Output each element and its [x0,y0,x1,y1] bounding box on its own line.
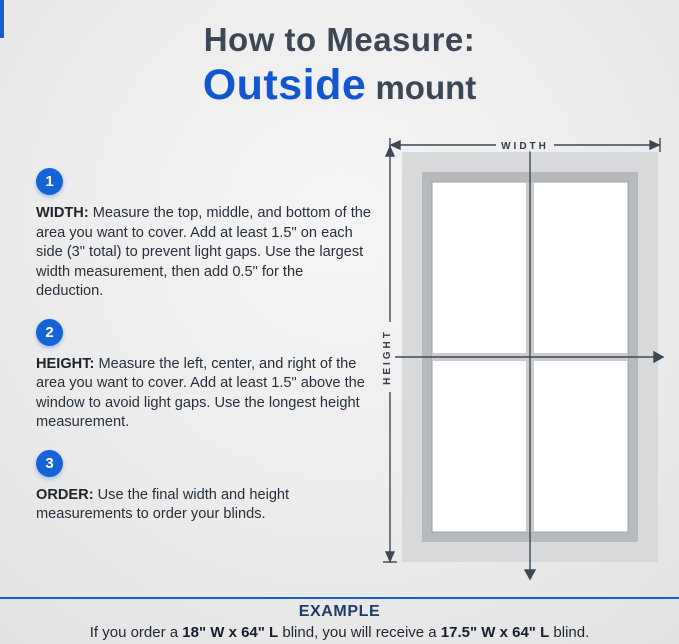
center-vertical-arrow [525,570,535,579]
step-2-number-badge: 2 [36,319,63,346]
step-2-text [36,355,374,433]
step-3-heading: ORDER: [36,486,94,503]
example-prefix: If you order a [89,624,183,641]
step-3-body: Use the final width and height measurements to order your blinds. [36,486,290,523]
step-2-heading: HEIGHT: [36,355,95,372]
height-arrow-top [386,147,394,156]
example-section [0,603,679,641]
step-1-number-badge: 1 [36,168,63,195]
title-rest: mount [366,69,477,107]
step-1 [36,168,374,302]
footer-divider [0,597,679,599]
width-arrow-right [650,141,659,149]
step-3 [36,450,374,525]
window-measure-diagram [370,132,668,589]
width-dimension-label: WIDTH [501,141,549,152]
step-2 [36,319,374,433]
example-heading: EXAMPLE [298,603,381,620]
steps-list [36,168,374,542]
example-order-size: 18" W x 64" L [182,624,279,641]
title-line1: How to Measure: [203,21,476,58]
title-accent: Outside [202,61,367,110]
title-line2 [0,62,679,109]
height-dimension-label: HEIGHT [382,329,393,385]
step-3-text [36,486,374,525]
example-middle: blind, you will receive a [278,624,441,641]
window-illustration [370,132,668,584]
example-text [0,624,679,641]
step-2-body: Measure the left, center, and right of the area you want to cover. Add at least 1.5" above the window to avoid light gaps. Use the longest height measurement. [36,355,365,431]
step-1-text [36,204,374,302]
width-arrow-left [391,141,400,149]
example-suffix: blind. [549,624,590,641]
page-title [0,22,679,110]
height-arrow-bottom [386,552,394,561]
step-3-number-badge: 3 [36,450,63,477]
step-1-heading: WIDTH: [36,205,89,221]
center-horizontal-arrow [654,352,663,362]
example-receive-size: 17.5" W x 64" L [440,624,550,641]
step-1-body: Measure the top, middle, and bottom of the area you want to cover. Add at least 1.5" on each side (3" total) to prevent light gaps. Use the largest width measurement, then add 0.5" for the deduction. [36,205,372,300]
